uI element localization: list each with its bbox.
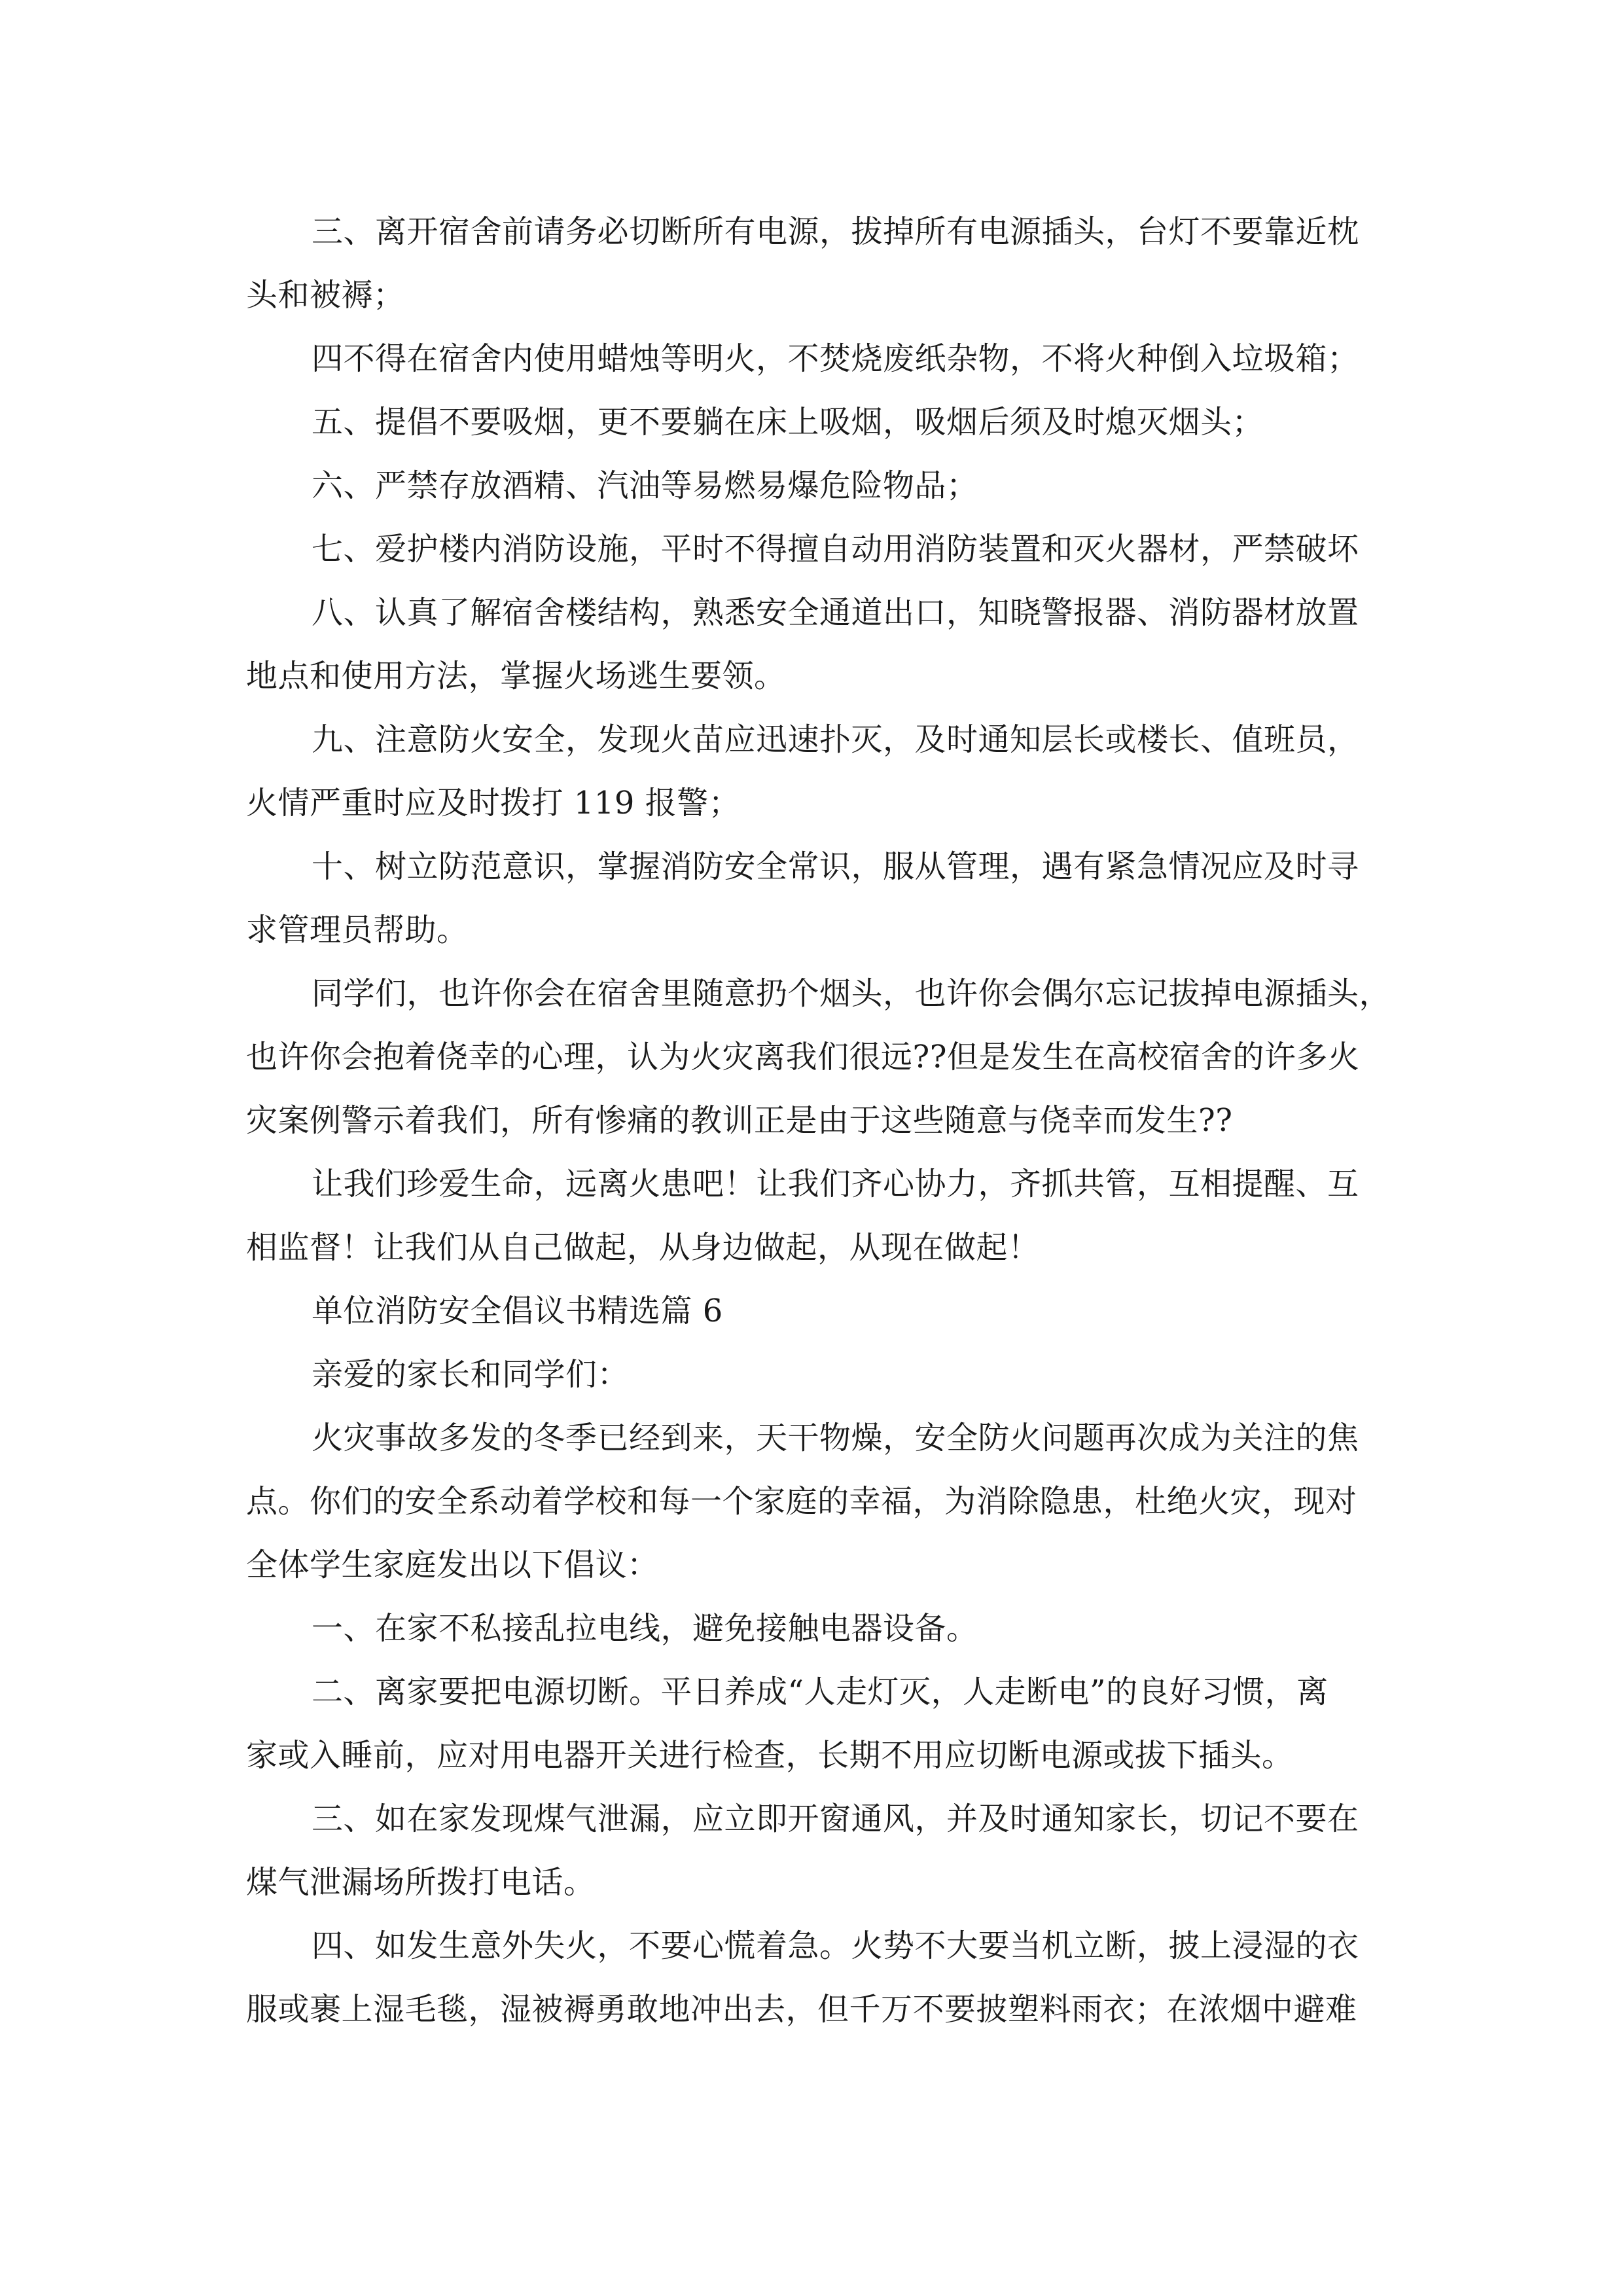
text-line: 五、提倡不要吸烟，更不要躺在床上吸烟，吸烟后须及时熄灭烟头；: [312, 404, 1264, 440]
text-line: 四不得在宿舍内使用蜡烛等明火，不焚烧废纸杂物，不将火种倒入垃圾箱；: [312, 340, 1359, 377]
text-line: 七、爱护楼内消防设施，平时不得擅自动用消防装置和灭火器材，严禁破坏: [312, 531, 1359, 567]
text-line: 三、离开宿舍前请务必切断所有电源，拔掉所有电源插头，台灯不要靠近枕: [312, 213, 1359, 250]
text-line: 三、如在家发现煤气泄漏，应立即开窗通风，并及时通知家长，切记不要在: [312, 1801, 1359, 1837]
text-line: 二、离家要把电源切断。平日养成“人走灯灭，人走断电”的良好习惯，离: [312, 1674, 1329, 1710]
text-line: 点。你们的安全系动着学校和每一个家庭的幸福，为消除隐患，杜绝火灾，现对: [246, 1483, 1357, 1520]
text-line: 让我们珍爱生命，远离火患吧！让我们齐心协力，齐抓共管，互相提醒、互: [312, 1166, 1359, 1202]
document-body: [246, 200, 1391, 2041]
text-line: 四、如发生意外失火，不要心慌着急。火势不大要当机立断，披上浸湿的衣: [312, 1928, 1359, 1964]
text-line: 亲爱的家长和同学们：: [312, 1356, 630, 1393]
text-line: 六、严禁存放酒精、汽油等易燃易爆危险物品；: [312, 467, 978, 504]
text-line: 火情严重时应及时拨打 119 报警；: [246, 785, 741, 821]
text-line: 煤气泄漏场所拨打电话。: [246, 1864, 596, 1901]
text-line: 灾案例警示着我们，所有惨痛的教训正是由于这些随意与侥幸而发生??: [246, 1102, 1233, 1139]
text-line: 火灾事故多发的冬季已经到来，天干物燥，安全防火问题再次成为关注的焦: [312, 1420, 1359, 1456]
text-line: 一、在家不私接乱拉电线，避免接触电器设备。: [312, 1610, 978, 1647]
text-line: 同学们，也许你会在宿舍里随意扔个烟头，也许你会偶尔忘记拔掉电源插头，: [312, 975, 1391, 1012]
text-line: 九、注意防火安全，发现火苗应迅速扑灭，及时通知层长或楼长、值班员，: [312, 721, 1359, 758]
text-line: 相监督！让我们从自己做起，从身边做起，从现在做起！: [246, 1229, 1040, 1266]
text-line: 地点和使用方法，掌握火场逃生要领。: [246, 658, 786, 694]
text-line: 全体学生家庭发出以下倡议：: [246, 1547, 659, 1583]
text-line: 单位消防安全倡议书精选篇 6: [312, 1293, 723, 1329]
text-line: 服或裹上湿毛毯，湿被褥勇敢地冲出去，但千万不要披塑料雨衣；在浓烟中避难: [246, 1991, 1357, 2028]
text-line: 头和被褥；: [246, 277, 405, 314]
text-line: 八、认真了解宿舍楼结构，熟悉安全通道出口，知晓警报器、消防器材放置: [312, 594, 1359, 631]
text-line: 求管理员帮助。: [246, 912, 469, 948]
text-line: 十、树立防范意识，掌握消防安全常识，服从管理，遇有紧急情况应及时寻: [312, 848, 1359, 885]
text-line: 也许你会抱着侥幸的心理，认为火灾离我们很远??但是发生在高校宿舍的许多火: [246, 1039, 1360, 1075]
text-line: 家或入睡前，应对用电器开关进行检查，长期不用应切断电源或拔下插头。: [246, 1737, 1294, 1774]
